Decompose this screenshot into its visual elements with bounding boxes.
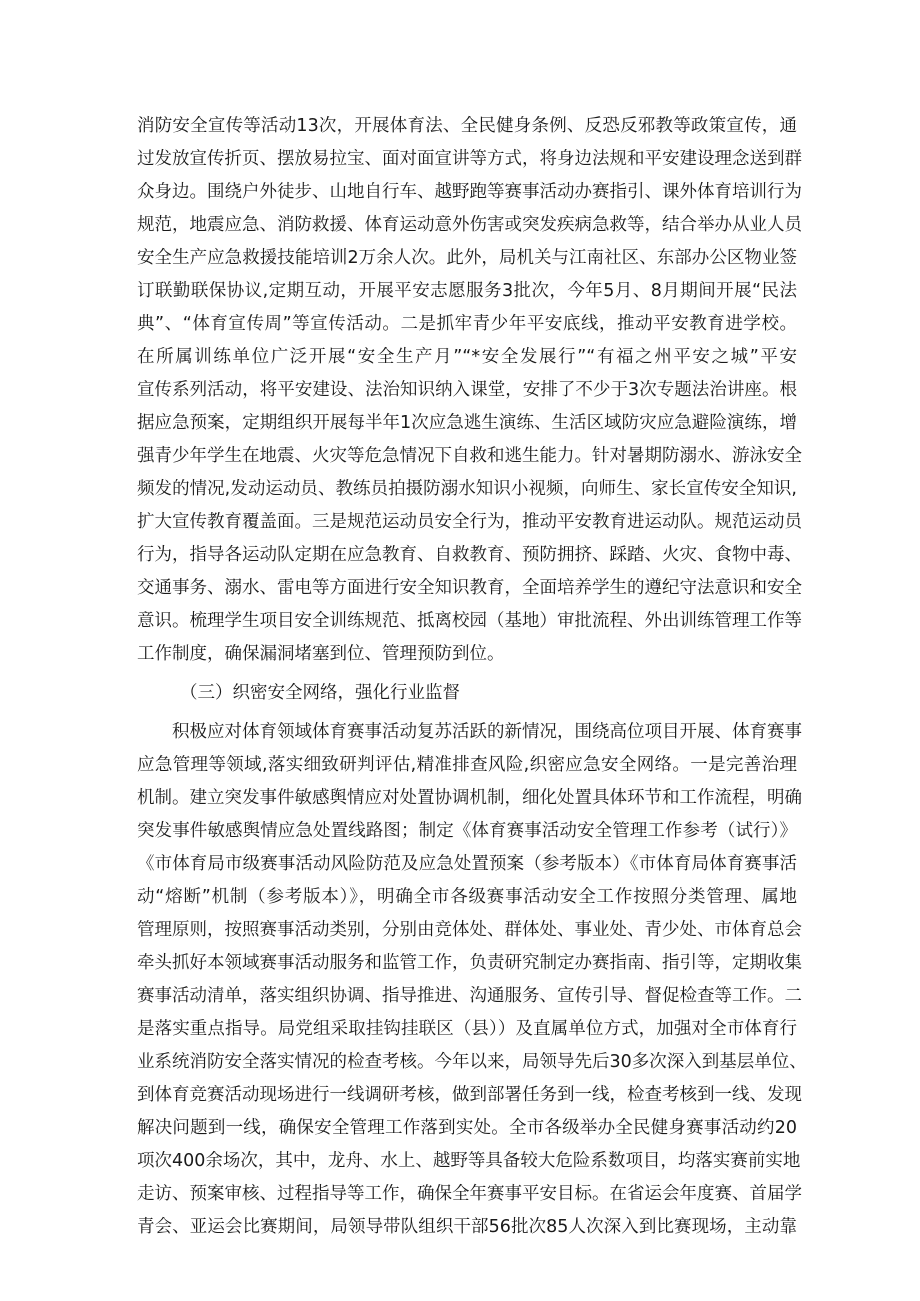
paragraph-line: 据应急预案，定期组织开展每半年1次应急逃生演练、生活区域防灾应急避险演练，增: [137, 413, 797, 433]
paragraph-line: 赛事活动清单，落实组织协调、指导推进、沟通服务、宣传引导、督促检查等工作。二: [137, 986, 802, 1006]
paragraph-line: 过发放宣传折页、摆放易拉宝、面对面宣讲等方式，将身边法规和平安建设理念送到群: [137, 149, 802, 169]
paragraph-line: 众身边。围绕户外徒步、山地自行车、越野跑等赛事活动办赛指引、课外体育培训行为: [137, 182, 802, 202]
paragraph-line: 走访、预案审核、过程指导等工作，确保全年赛事平安目标。在省运会年度赛、首届学: [137, 1184, 802, 1204]
paragraph-line: 行为，指导各运动队定期在应急教育、自救教育、预防拥挤、踩踏、火灾、食物中毒、: [137, 545, 802, 565]
paragraph-line: 机制。建立突发事件敏感舆情应对处置协调机制，细化处置具体环节和工作流程，明确: [137, 788, 802, 808]
paragraph-line: 项次400余场次，其中，龙舟、水上、越野等具备较大危险系数项目，均落实赛前实地: [137, 1151, 801, 1171]
paragraph-line: 是落实重点指导。局党组采取挂钩挂联区（县））及直属单位方式，加强对全市体育行: [137, 1019, 797, 1039]
paragraph-line: 业系统消防安全落实情况的检查考核。今年以来，局领导先后30多次深入到基层单位、: [137, 1052, 807, 1072]
paragraph-line: 扩大宣传教育覆盖面。三是规范运动员安全行为，推动平安教育进运动队。规范运动员: [137, 512, 802, 532]
paragraph-line: 意识。梳理学生项目安全训练规范、抵离校园（基地）审批流程、外出训练管理工作等: [137, 611, 802, 631]
paragraph-line: 消防安全宣传等活动13次，开展体育法、全民健身条例、反恐反邪教等政策宣传，通: [137, 116, 797, 136]
section-heading: （三）织密安全网络，强化行业监督: [180, 683, 460, 703]
paragraph-line: 动“熔断”机制（参考版本）》，明确全市各级赛事活动安全工作按照分类管理、属地: [137, 887, 797, 907]
paragraph-line: 规范，地震应急、消防救援、体育运动意外伤害或突发疾病急救等，结合举办从业人员: [137, 215, 802, 235]
paragraph-line: 管理原则，按照赛事活动类别，分别由竞体处、群体处、事业处、青少处、市体育总会: [137, 920, 802, 940]
paragraph-line: 牵头抓好本领域赛事活动服务和监管工作，负责研究制定办赛指南、指引等，定期收集: [137, 953, 802, 973]
paragraph-line: 安全生产应急救援技能培训2万余人次。此外，局机关与江南社区、东部办公区物业签: [137, 248, 797, 268]
paragraph-line: 《市体育局市级赛事活动风险防范及应急处置预案（参考版本）《市体育局体育赛事活: [137, 854, 797, 874]
paragraph-line: 典”、“体育宣传周”等宣传活动。二是抓牢青少年平安底线，推动平安教育进学校。: [137, 314, 797, 334]
paragraph-line: 交通事务、溺水、雷电等方面进行安全知识教育，全面培养学生的遵纪守法意识和安全: [137, 578, 802, 598]
paragraph-line: 频发的情况,发动运动员、教练员拍摄防溺水知识小视频，向师生、家长宣传安全知识,: [137, 479, 797, 499]
paragraph-line: 积极应对体育领域体育赛事活动复苏活跃的新情况，围绕高位项目开展、体育赛事: [172, 722, 802, 742]
paragraph-line: 订联勤联保协议,定期互动，开展平安志愿服务3批次，今年5月、8月期间开展“民法: [137, 281, 797, 301]
paragraph-line: 青会、亚运会比赛期间，局领导带队组织干部56批次85人次深入到比赛现场，主动靠: [137, 1217, 797, 1237]
paragraph-line: 解决问题到一线，确保安全管理工作落到实处。全市各级举办全民健身赛事活动约20: [137, 1118, 797, 1138]
paragraph-line: 应急管理等领域,落实细致研判评估,精准排查风险,织密应急安全网络。一是完善治理: [137, 755, 797, 775]
paragraph-line: 宣传系列活动，将平安建设、法治知识纳入课堂，安排了不少于3次专题法治讲座。根: [137, 380, 797, 400]
paragraph-line: 到体育竞赛活动现场进行一线调研考核，做到部署任务到一线，检查考核到一线、发现: [137, 1085, 802, 1105]
paragraph-line: 在所属训练单位广泛开展“安全生产月”“*安全发展行”“有福之州平安之城”平安: [137, 347, 797, 367]
paragraph-line: 工作制度，确保漏洞堵塞到位、管理预防到位。: [137, 644, 505, 664]
paragraph-line: 突发事件敏感舆情应急处置线路图；制定《体育赛事活动安全管理工作参考（试行）》: [137, 821, 797, 841]
paragraph-line: 强青少年学生在地震、火灾等危急情况下自救和逃生能力。针对暑期防溺水、游泳安全: [137, 446, 802, 466]
